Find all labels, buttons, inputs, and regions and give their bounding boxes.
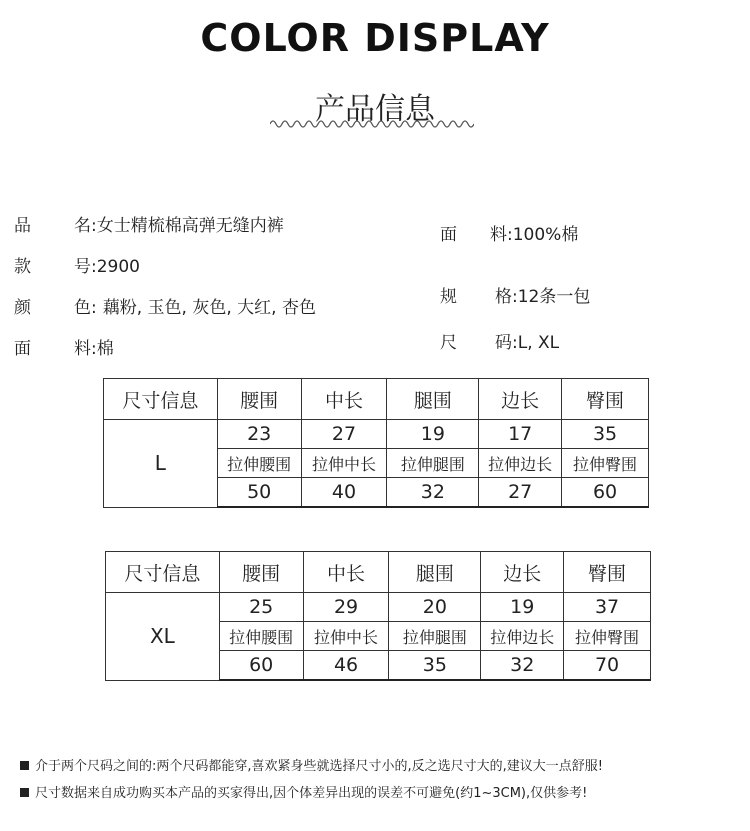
size-table-l [103, 378, 649, 508]
table-cell: 60 [219, 651, 303, 681]
info-value: 12条一包 [517, 287, 591, 307]
table-header-cell: 腰围 [219, 552, 303, 593]
table-header-cell: 尺寸信息 [106, 552, 220, 593]
info-label: 品 [14, 216, 31, 236]
table-cell: 27 [301, 420, 387, 449]
table-header-cell: 臀围 [564, 552, 651, 593]
section-title: 产品信息 [315, 92, 435, 127]
table-cell: 19 [387, 420, 479, 449]
info-value: 藕粉, 玉色, 灰色, 大红, 杏色 [102, 298, 316, 318]
info-value: 100%棉 [512, 225, 579, 245]
info-label: 款 [14, 257, 31, 277]
info-label: 名: [74, 216, 97, 236]
table-row [104, 420, 649, 449]
info-style-number [14, 252, 140, 277]
table-cell: 25 [219, 593, 303, 622]
table-header-cell: 腰围 [217, 379, 301, 420]
size-table-xl [105, 551, 651, 681]
table-cell: 60 [562, 478, 649, 508]
table-cell: 35 [562, 420, 649, 449]
info-name [14, 211, 284, 236]
info-label: 颜 [14, 298, 31, 318]
table-cell: 35 [389, 651, 481, 681]
table-cell: 拉伸腿围 [389, 622, 481, 651]
table-header-cell: 中长 [301, 379, 387, 420]
table-cell: 40 [301, 478, 387, 508]
table-header-row [104, 379, 649, 420]
info-value: 棉 [96, 339, 114, 359]
info-label: 料: [74, 339, 97, 359]
table-header-cell: 臀围 [562, 379, 649, 420]
table-cell: 拉伸臀围 [564, 622, 651, 651]
wave-divider [270, 118, 474, 130]
square-bullet-icon [20, 761, 29, 770]
table-cell: 29 [303, 593, 389, 622]
info-label: 号: [74, 257, 97, 277]
table-header-cell: 边长 [481, 552, 564, 593]
table-header-cell: 边长 [479, 379, 562, 420]
info-label: 面 [14, 339, 31, 359]
table-cell: 拉伸臀围 [562, 449, 649, 478]
note-size-advice [20, 755, 603, 774]
square-bullet-icon [20, 788, 29, 797]
page-title: COLOR DISPLAY [200, 16, 550, 60]
info-label: 码: [495, 333, 518, 353]
note-text: 介于两个尺码之间的:两个尺码都能穿,喜欢紧身些就选择尺寸小的,反之选尺寸大的,建议大一点舒服! [35, 759, 603, 774]
table-cell: 37 [564, 593, 651, 622]
info-label: 规 [440, 287, 457, 307]
table-cell: 27 [479, 478, 562, 508]
table-cell: 23 [217, 420, 301, 449]
table-cell: 拉伸中长 [301, 449, 387, 478]
table-header-cell: 腿围 [389, 552, 481, 593]
table-row [106, 593, 651, 622]
table-cell: 拉伸中长 [303, 622, 389, 651]
info-value: 女士精梳棉高弹无缝内裤 [96, 216, 284, 236]
info-spec [440, 282, 590, 307]
info-material [14, 334, 114, 359]
info-label: 格: [495, 287, 518, 307]
note-measurement-disclaimer [20, 782, 587, 801]
info-label: 色: [74, 298, 97, 318]
table-cell: 19 [481, 593, 564, 622]
info-label: 尺 [440, 333, 457, 353]
table-cell: 拉伸腿围 [387, 449, 479, 478]
table-header-cell: 尺寸信息 [104, 379, 218, 420]
info-value: 2900 [96, 257, 140, 277]
note-text: 尺寸数据来自成功购买本产品的买家得出,因个体差异出现的误差不可避免(约1~3CM),仅供参考! [35, 786, 588, 801]
table-header-cell: 中长 [303, 552, 389, 593]
table-cell: 拉伸腰围 [217, 449, 301, 478]
table-cell: 拉伸边长 [479, 449, 562, 478]
table-cell: 46 [303, 651, 389, 681]
table-cell: 17 [479, 420, 562, 449]
info-value: L, XL [517, 333, 560, 353]
table-cell: 拉伸腰围 [219, 622, 303, 651]
info-label: 面 [440, 225, 457, 245]
table-header-cell: 腿围 [387, 379, 479, 420]
info-sizes [440, 328, 559, 353]
table-cell: 20 [389, 593, 481, 622]
size-label: L [104, 420, 218, 508]
table-cell: 32 [481, 651, 564, 681]
table-cell: 拉伸边长 [481, 622, 564, 651]
info-colors [14, 293, 316, 318]
info-fabric [440, 220, 578, 245]
size-label: XL [106, 593, 220, 681]
info-label: 料: [490, 225, 513, 245]
table-cell: 32 [387, 478, 479, 508]
table-cell: 50 [217, 478, 301, 508]
table-cell: 70 [564, 651, 651, 681]
table-header-row [106, 552, 651, 593]
